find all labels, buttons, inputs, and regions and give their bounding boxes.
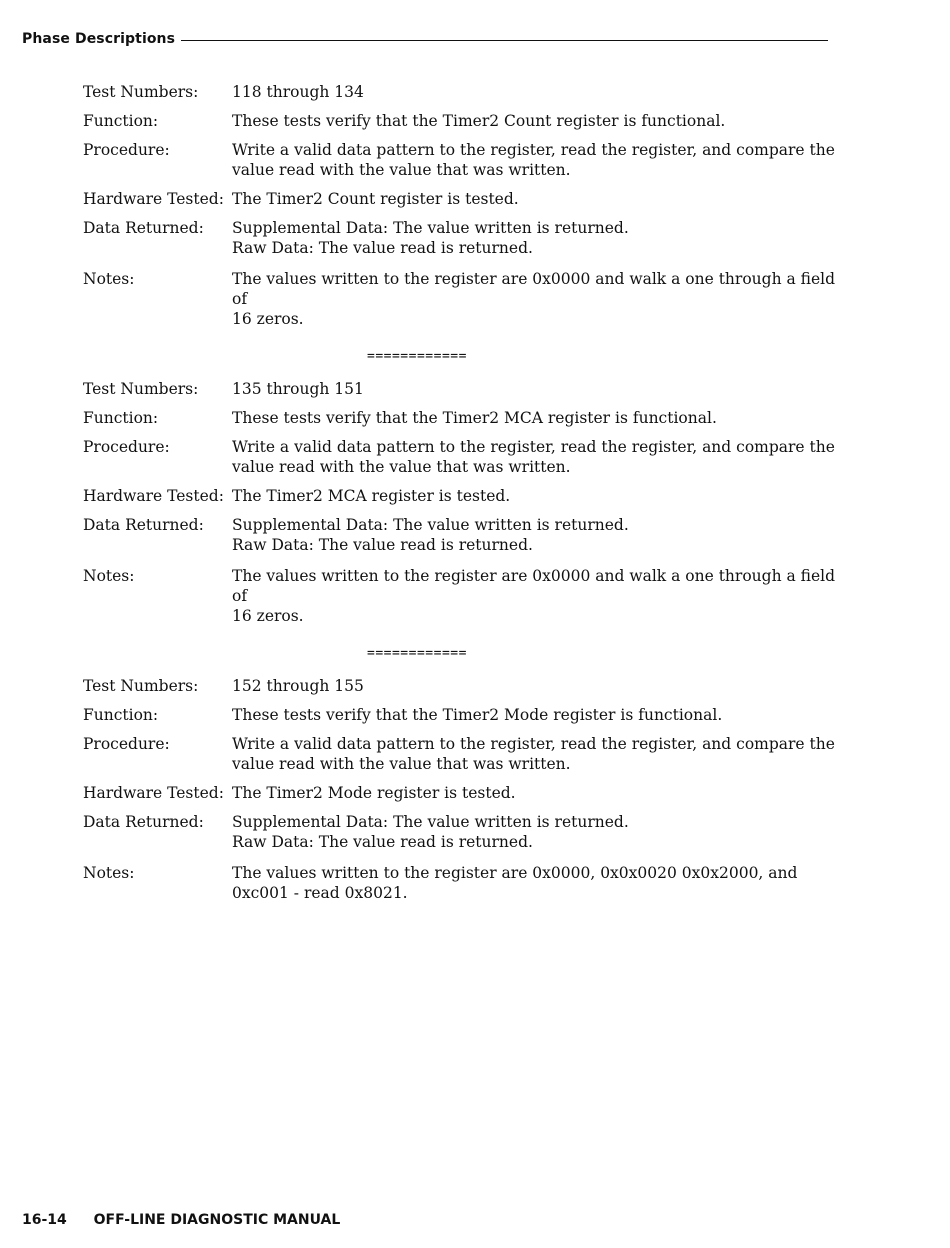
data-returned-label: Data Returned: [83, 813, 204, 831]
function-value: These tests verify that the Timer2 Mode register is functional. [232, 706, 723, 724]
test-numbers-value: 152 through 155 [232, 677, 364, 695]
function-label: Function: [83, 112, 159, 130]
data-returned-line: Supplemental Data: The value written is returned. [232, 516, 629, 534]
data-returned-value [232, 218, 843, 258]
test-numbers-label: Test Numbers: [83, 677, 199, 695]
function-label: Function: [83, 706, 159, 724]
data-returned-label: Data Returned: [83, 219, 204, 237]
notes-line: The values written to the register are 0x0000 and walk a one through a field of [232, 567, 836, 605]
procedure-value [232, 140, 843, 180]
hardware-tested-label: Hardware Tested: [83, 784, 224, 802]
data-returned-line: Supplemental Data: The value written is returned. [232, 813, 629, 831]
test-section-1 [83, 82, 843, 329]
manual-title: OFF-LINE DIAGNOSTIC MANUAL [93, 1212, 341, 1228]
data-returned-line: Raw Data: The value read is returned. [232, 833, 533, 851]
hardware-tested-row [83, 486, 843, 506]
hardware-tested-value: The Timer2 MCA register is tested. [232, 487, 511, 505]
procedure-label: Procedure: [83, 735, 170, 753]
data-returned-label: Data Returned: [83, 516, 204, 534]
notes-row [83, 863, 843, 903]
notes-value [232, 269, 843, 329]
data-returned-row [83, 812, 843, 852]
function-label: Function: [83, 409, 159, 427]
data-returned-row [83, 218, 843, 258]
notes-line: The values written to the register are 0x0000 and walk a one through a field of [232, 270, 836, 308]
notes-label: Notes: [83, 864, 135, 882]
procedure-row [83, 437, 843, 477]
procedure-line: Write a valid data pattern to the register, read the register, and compare the [232, 438, 835, 456]
procedure-row [83, 734, 843, 774]
notes-label: Notes: [83, 567, 135, 585]
notes-line: 0xc001 - read 0x8021. [232, 884, 408, 902]
function-row [83, 705, 843, 725]
data-returned-line: Raw Data: The value read is returned. [232, 536, 533, 554]
header-rule [181, 40, 828, 41]
test-numbers-value: 118 through 134 [232, 83, 364, 101]
notes-row [83, 269, 843, 329]
notes-line: 16 zeros. [232, 310, 304, 328]
function-value: These tests verify that the Timer2 MCA register is functional. [232, 409, 717, 427]
procedure-label: Procedure: [83, 438, 170, 456]
notes-value [232, 566, 843, 626]
test-numbers-row [83, 82, 843, 102]
header-title: Phase Descriptions [22, 31, 176, 47]
function-row [83, 408, 843, 428]
procedure-value [232, 734, 843, 774]
function-value: These tests verify that the Timer2 Count register is functional. [232, 112, 726, 130]
procedure-line: Write a valid data pattern to the register, read the register, and compare the [232, 141, 835, 159]
procedure-value [232, 437, 843, 477]
test-section-2 [83, 379, 843, 626]
test-numbers-value: 135 through 151 [232, 380, 364, 398]
test-numbers-row [83, 379, 843, 399]
test-numbers-row [83, 676, 843, 696]
hardware-tested-row [83, 189, 843, 209]
notes-value [232, 863, 843, 903]
data-returned-value [232, 812, 843, 852]
test-numbers-label: Test Numbers: [83, 83, 199, 101]
procedure-line: value read with the value that was written. [232, 161, 571, 179]
hardware-tested-label: Hardware Tested: [83, 487, 224, 505]
notes-line: 16 zeros. [232, 607, 304, 625]
hardware-tested-value: The Timer2 Count register is tested. [232, 190, 519, 208]
function-row [83, 111, 843, 131]
procedure-line: Write a valid data pattern to the register, read the register, and compare the [232, 735, 835, 753]
notes-line: The values written to the register are 0x0000, 0x0x0020 0x0x2000, and [232, 864, 798, 882]
test-descriptions [83, 82, 843, 912]
page-footer [22, 1212, 340, 1228]
page-header [22, 29, 828, 49]
data-returned-line: Raw Data: The value read is returned. [232, 239, 533, 257]
test-numbers-label: Test Numbers: [83, 380, 199, 398]
procedure-row [83, 140, 843, 180]
notes-label: Notes: [83, 270, 135, 288]
data-returned-row [83, 515, 843, 555]
section-separator: ============ [367, 646, 467, 661]
hardware-tested-row [83, 783, 843, 803]
data-returned-value [232, 515, 843, 555]
procedure-line: value read with the value that was written. [232, 458, 571, 476]
section-separator: ============ [367, 349, 467, 364]
hardware-tested-value: The Timer2 Mode register is tested. [232, 784, 516, 802]
notes-row [83, 566, 843, 626]
test-section-3 [83, 676, 843, 903]
procedure-line: value read with the value that was written. [232, 755, 571, 773]
hardware-tested-label: Hardware Tested: [83, 190, 224, 208]
page-number: 16-14 [22, 1212, 67, 1228]
data-returned-line: Supplemental Data: The value written is returned. [232, 219, 629, 237]
procedure-label: Procedure: [83, 141, 170, 159]
